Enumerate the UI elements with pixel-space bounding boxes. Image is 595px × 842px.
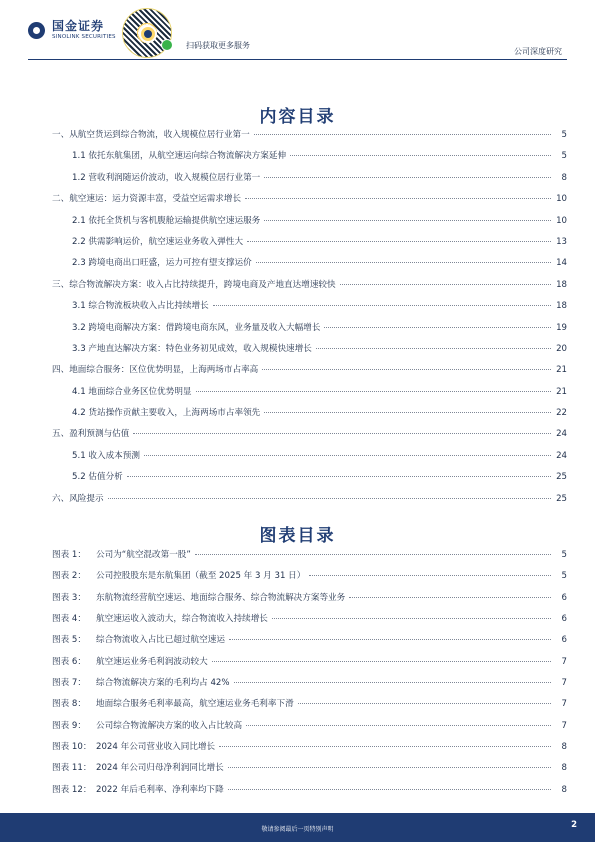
figure-list-item [52,719,567,740]
toc-item-title: 4.1 地面综合业务区位优势明显 [72,386,192,397]
sinolink-logo [28,20,116,41]
figure-list [52,548,567,804]
toc-item-title: 5.2 估值分析 [72,472,123,483]
toc-dot-leader [133,433,551,434]
figure-list-item [52,569,567,590]
toc-dot-leader [316,348,551,349]
toc-item-title: 一、从航空货运到综合物流，收入规模位居行业第一 [52,130,250,140]
figure-label: 图表 4： [52,614,86,625]
toc-item [52,321,567,342]
toc-item [52,449,567,470]
report-type-label: 公司深度研究 [514,47,562,56]
service-qr-code-icon [122,8,172,58]
toc-item-title: 3.3 产地直达解决方案：特色业务初见成效，收入规模快速增长 [72,343,312,354]
toc-item [52,342,567,363]
figure-page-number: 7 [561,678,567,689]
toc-dot-leader [213,305,551,306]
toc-page-number: 25 [556,472,567,483]
toc-dot-leader [254,134,551,135]
figure-dot-leader [349,597,551,598]
figure-dot-leader [212,661,551,662]
toc-item-title: 二、航空速运：运力资源丰富，受益空运需求增长 [52,194,242,205]
toc-page-number: 8 [561,172,567,183]
toc-page-number: 10 [556,194,567,205]
toc-item [52,171,567,192]
toc-item-title: 3.2 跨境电商解决方案：借跨境电商东风，业务量及收入大幅增长 [72,322,321,333]
toc-item [52,492,567,513]
figure-dot-leader [309,575,551,576]
figure-dot-leader [228,767,551,768]
toc-item-title: 1.1 依托东航集团，从航空速运向综合物流解决方案延伸 [72,151,287,162]
figure-list-item [52,548,567,569]
toc-page-number: 24 [556,429,567,440]
toc-item-title: 3.1 综合物流板块收入占比持续增长 [72,301,209,312]
figure-list-item [52,676,567,697]
toc-dot-leader [127,476,551,477]
footer-disclaimer-notice: 敬请参阅最后一页特别声明 [261,826,334,833]
toc-page-number: 5 [561,130,567,140]
table-of-contents-title: 内容目录 [259,107,336,128]
toc-item-title: 2.1 依托全货机与客机腹舱运输提供航空速运服务 [72,215,261,226]
figure-page-number: 7 [561,720,567,731]
figure-title: 航空速运业务毛利润波动较大 [96,656,208,667]
figure-page-number: 7 [561,699,567,710]
toc-dot-leader [262,369,551,370]
toc-page-number: 22 [556,408,567,419]
figure-dot-leader [298,703,551,704]
figure-label: 图表 3： [52,592,86,603]
toc-item [52,214,567,235]
logo-text [52,20,116,41]
figure-title: 2024 年公司归母净利润同比增长 [96,763,224,774]
toc-item-title: 四、地面综合服务：区位优势明显，上海两场市占率高 [52,365,259,376]
figure-list-item [52,740,567,761]
page-number: 2 [571,820,577,830]
toc-page-number: 18 [556,279,567,290]
figure-label: 图表 9： [52,720,86,731]
toc-dot-leader [247,241,551,242]
figure-dot-leader [219,746,551,747]
toc-item [52,406,567,427]
toc-item [52,278,567,299]
figure-list-item [52,612,567,633]
figure-label: 图表 8： [52,699,86,710]
toc-page-number: 21 [556,365,567,376]
figure-title: 地面综合服务毛利率最高，航空速运业务毛利率下滑 [96,699,294,710]
toc-item-title: 2.2 供需影响运价，航空速运业务收入弹性大 [72,236,244,247]
toc-page-number: 19 [556,322,567,333]
toc-item [52,235,567,256]
scan-for-service-text: 扫码获取更多服务 [186,41,250,50]
figure-title: 公司控股股东是东航集团（截至 2025 年 3 月 31 日） [96,571,306,582]
figure-label: 图表 12： [52,784,92,795]
figure-list-item [52,783,567,804]
figure-title: 2022 年后毛利率、净利率均下降 [96,784,224,795]
figure-title: 航空速运收入波动大，综合物流收入持续增长 [96,614,268,625]
toc-page-number: 25 [556,493,567,504]
figure-list-item [52,633,567,654]
toc-item-title: 1.2 营收利润随运价波动，收入规模位居行业第一 [72,172,261,183]
toc-dot-leader [290,155,551,156]
figure-page-number: 6 [561,614,567,625]
toc-item-title: 三、综合物流解决方案：收入占比持续提升，跨境电商及产地直达增速较快 [52,279,336,290]
logo-chinese-text: 国金证券 [52,19,105,33]
figure-dot-leader [228,789,551,790]
toc-item [52,363,567,384]
figure-page-number: 8 [561,763,567,774]
toc-dot-leader [256,262,551,263]
toc-dot-leader [340,284,551,285]
figure-dot-leader [229,639,551,640]
toc-item-title: 5.1 收入成本预测 [72,450,140,461]
toc-page-number: 13 [556,236,567,247]
table-of-contents-list [52,128,567,513]
toc-dot-leader [144,455,551,456]
figure-label: 图表 6： [52,656,86,667]
toc-page-number: 21 [556,386,567,397]
figure-list-item [52,655,567,676]
figure-title: 综合物流解决方案的毛利均占 42% [96,678,230,689]
figure-label: 图表 5： [52,635,86,646]
figure-label: 图表 1： [52,550,86,560]
document-header [0,0,595,64]
toc-item [52,299,567,320]
logo-english-text: SINOLINK SECURITIES [52,34,116,40]
figure-dot-leader [246,725,551,726]
figure-title: 公司综合物流解决方案的收入占比较高 [96,720,243,731]
figure-title: 东航物流经营航空速运、地面综合服务、综合物流解决方案等业务 [96,592,346,603]
figure-title: 公司为“航空混改第一股” [96,550,191,560]
figure-page-number: 5 [561,571,567,582]
toc-page-number: 18 [556,301,567,312]
toc-dot-leader [324,327,551,328]
figure-list-item [52,591,567,612]
figure-page-number: 8 [561,784,567,795]
toc-page-number: 10 [556,215,567,226]
toc-page-number: 20 [556,343,567,354]
toc-dot-leader [264,412,551,413]
figure-title: 2024 年公司营业收入同比增长 [96,742,216,753]
toc-page-number: 24 [556,450,567,461]
toc-item [52,427,567,448]
figure-title: 综合物流收入占比已超过航空速运 [96,635,225,646]
document-footer [0,813,595,842]
toc-item [52,256,567,277]
figure-dot-leader [272,618,551,619]
toc-dot-leader [108,498,551,499]
toc-item-title: 2.3 跨境电商出口旺盛，运力可控有望支撑运价 [72,258,252,269]
header-divider [28,59,567,60]
figure-label: 图表 2： [52,571,86,582]
toc-item-title: 六、风险提示 [52,493,104,504]
figure-label: 图表 11： [52,763,92,774]
figure-page-number: 7 [561,656,567,667]
figure-dot-leader [195,554,551,555]
figure-page-number: 8 [561,742,567,753]
figure-page-number: 5 [561,550,567,560]
figure-dot-leader [234,682,551,683]
toc-item [52,385,567,406]
figure-label: 图表 7： [52,678,86,689]
toc-item [52,149,567,170]
toc-dot-leader [264,177,551,178]
toc-item-title: 4.2 货站操作贡献主要收入，上海两场市占率领先 [72,408,261,419]
toc-item [52,128,567,149]
toc-item [52,192,567,213]
toc-dot-leader [264,220,551,221]
toc-item [52,470,567,491]
wechat-icon [162,40,172,50]
figure-page-number: 6 [561,635,567,646]
toc-dot-leader [196,391,551,392]
toc-dot-leader [245,198,551,199]
figure-label: 图表 10： [52,742,92,753]
toc-item-title: 五、盈利预测与估值 [52,429,130,440]
figure-list-item [52,697,567,718]
figure-list-title: 图表目录 [259,526,336,547]
figure-page-number: 6 [561,592,567,603]
toc-page-number: 14 [556,258,567,269]
figure-list-item [52,761,567,782]
toc-page-number: 5 [561,151,567,162]
sinolink-logo-icon [28,22,45,39]
